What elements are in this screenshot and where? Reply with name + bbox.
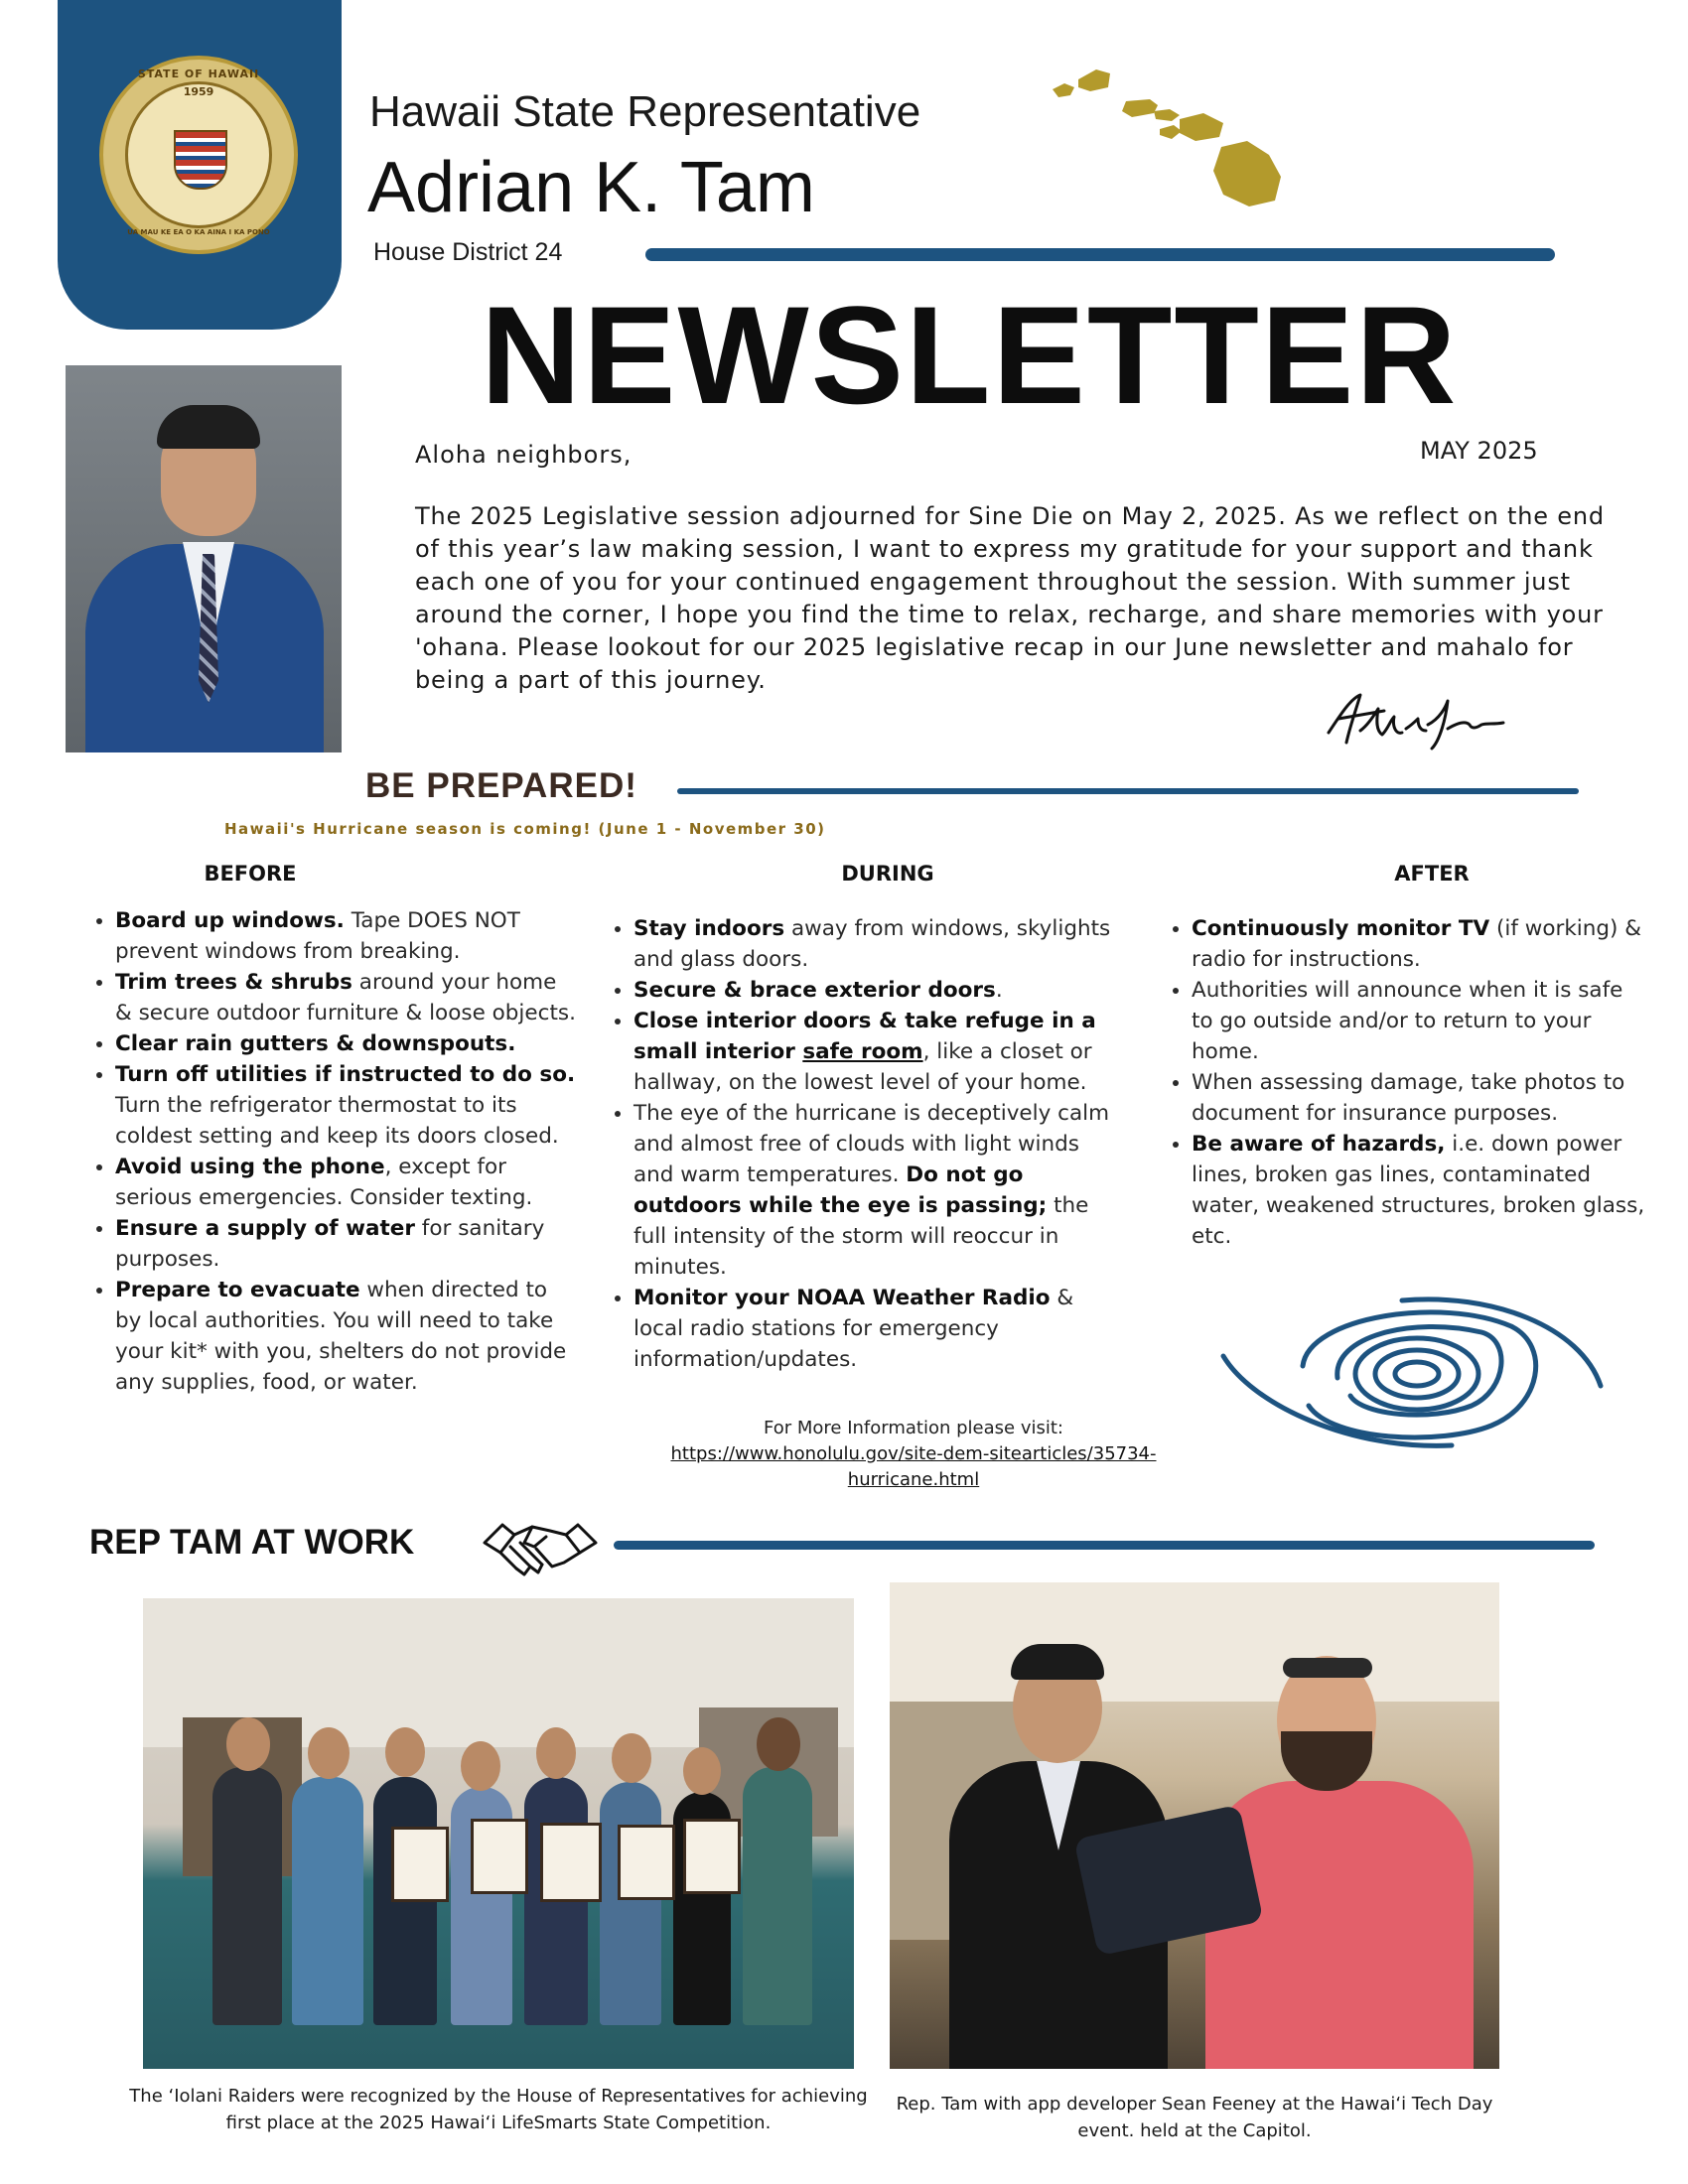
seal-motto: UA MAU KE EA O KA AINA I KA PONO bbox=[127, 228, 270, 236]
list-item: • Ensure a supply of water for sanitary purposes. bbox=[115, 1213, 578, 1275]
newsletter-title: NEWSLETTER bbox=[481, 277, 1459, 433]
list-item: • Continuously monitor TV (if working) & radio for instructions. bbox=[1192, 913, 1650, 975]
handshake-icon bbox=[481, 1513, 600, 1584]
before-list bbox=[81, 905, 578, 1398]
during-heading: DURING bbox=[841, 862, 934, 886]
before-column bbox=[81, 862, 578, 1398]
issue-date: MAY 2025 bbox=[1420, 437, 1538, 465]
list-item: • Board up windows. Tape DOES NOT prevent windows from breaking. bbox=[115, 905, 578, 967]
state-seal-icon bbox=[99, 56, 298, 254]
list-item: • Secure & brace exterior doors. bbox=[633, 975, 1116, 1006]
signature-icon bbox=[1321, 685, 1509, 754]
tech-day-photo bbox=[890, 1582, 1499, 2069]
seal-year: 1959 bbox=[183, 85, 214, 98]
list-item: • Clear rain gutters & downspouts. bbox=[115, 1028, 578, 1059]
more-info-block bbox=[635, 1416, 1192, 1493]
letter-body: The 2025 Legislative session adjourned for Sine Die on May 2, 2025. As we reflect on the end of this year’s law making session, I want to express my gratitude for your support and thank each one of you for your continued engagement throughout the session. With summer just around the corner, I hope you find the time to relax, recharge, and share memories with your 'ohana. Please lookout for our 2025 legislative recap in our June newsletter and mahalo for being a part of this journey. bbox=[415, 502, 1605, 694]
photo2-caption: Rep. Tam with app developer Sean Feeney at the Hawai‘i Tech Day event. held at the Capitol. bbox=[896, 2094, 1493, 2141]
safe-room-emphasis: safe room bbox=[802, 1039, 923, 1064]
during-list bbox=[600, 913, 1116, 1375]
list-item: • Trim trees & shrubs around your home & secure outdoor furniture & loose objects. bbox=[115, 967, 578, 1028]
rep-portrait-photo bbox=[66, 365, 342, 752]
list-item: • Close interior doors & take refuge in a small interior safe room, like a closet or hallway, on the lowest level of your home. bbox=[633, 1006, 1116, 1098]
rep-title: Hawaii State Representative bbox=[369, 87, 921, 136]
list-item: • Prepare to evacuate when directed to by local authorities. You will need to take your kit* with you, shelters do not provide any supplies, food, or water. bbox=[115, 1275, 578, 1398]
more-info-link[interactable]: https://www.honolulu.gov/site-dem-sitearticles/35734-hurricane.html bbox=[670, 1443, 1157, 1490]
portrait-hair bbox=[157, 405, 260, 449]
work-section-title: REP TAM AT WORK bbox=[89, 1523, 415, 1562]
after-column bbox=[1158, 862, 1650, 1252]
seal-shield bbox=[174, 130, 227, 190]
be-prepared-divider bbox=[677, 788, 1579, 794]
photo1-caption: The ‘Iolani Raiders were recognized by the House of Representatives for achieving first place at the 2025 Hawai‘i LifeSmarts State Competition. bbox=[129, 2086, 868, 2133]
list-item: • The eye of the hurricane is deceptively calm and almost free of clouds with light winds and warm temperatures. Do not go outdoors while the eye is passing; the full intensity of the storm will reoccur in minutes. bbox=[633, 1098, 1116, 1283]
after-list bbox=[1158, 913, 1650, 1252]
seal-inner bbox=[125, 81, 272, 228]
during-column bbox=[600, 862, 1116, 1375]
list-item: • Be aware of hazards, i.e. down power lines, broken gas lines, contaminated water, weakened structures, broken glass, etc. bbox=[1192, 1129, 1650, 1252]
after-heading: AFTER bbox=[1394, 862, 1470, 886]
more-info-label: For More Information please visit: bbox=[764, 1418, 1063, 1438]
header-divider bbox=[645, 248, 1555, 261]
seal-ring-text: STATE OF HAWAII bbox=[137, 68, 260, 80]
rep-name: Adrian K. Tam bbox=[367, 148, 815, 227]
list-item: • Monitor your NOAA Weather Radio & local radio stations for emergency information/updates. bbox=[633, 1283, 1116, 1375]
district-label: House District 24 bbox=[373, 238, 563, 266]
work-section-divider bbox=[614, 1541, 1595, 1550]
list-item: • Turn off utilities if instructed to do so. Turn the refrigerator thermostat to its coldest setting and keep its doors closed. bbox=[115, 1059, 578, 1152]
list-item: • Stay indoors away from windows, skylights and glass doors. bbox=[633, 913, 1116, 975]
list-item: • Authorities will announce when it is safe to go outside and/or to return to your home. bbox=[1192, 975, 1650, 1067]
header-seal-panel bbox=[58, 0, 342, 330]
iolani-raiders-photo bbox=[143, 1598, 854, 2069]
list-item: • Avoid using the phone, except for serious emergencies. Consider texting. bbox=[115, 1152, 578, 1213]
hawaiian-islands-icon bbox=[1043, 62, 1301, 210]
letter-greeting: Aloha neighbors, bbox=[415, 441, 633, 469]
hurricane-swirl-icon bbox=[1213, 1287, 1611, 1455]
be-prepared-title: BE PREPARED! bbox=[365, 766, 637, 805]
before-heading: BEFORE bbox=[204, 862, 297, 886]
list-item: • When assessing damage, take photos to document for insurance purposes. bbox=[1192, 1067, 1650, 1129]
hurricane-season-subtitle: Hawaii's Hurricane season is coming! (June 1 - November 30) bbox=[224, 820, 826, 838]
